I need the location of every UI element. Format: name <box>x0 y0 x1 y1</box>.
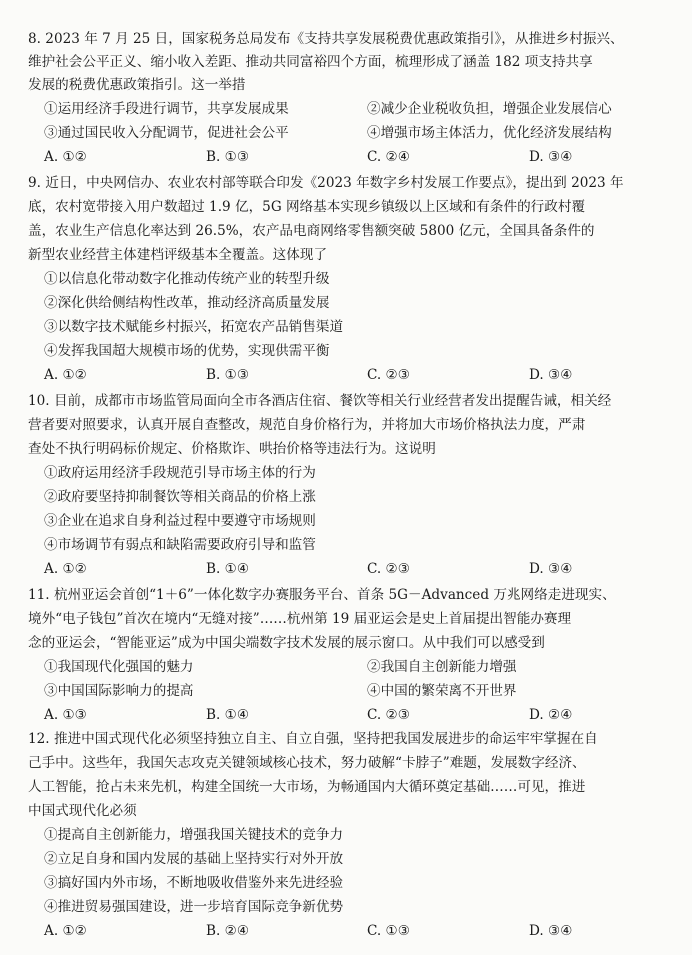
question-10-option-3: ③企业在追求自身利益过程中要遵守市场规则 <box>44 513 316 529</box>
question-9-answer-c: C. ②③ <box>367 367 410 383</box>
question-8-stem-line-3: 发展的税费优惠政策指引。这一举措 <box>28 77 246 93</box>
question-12-stem-line-4: 中国式现代化必须 <box>28 803 137 819</box>
question-9-option-1: ①以信息化带动数字化推动传统产业的转型升级 <box>44 271 330 287</box>
question-8-option-2: ②减少企业税收负担，增强企业发展信心 <box>367 101 612 117</box>
question-11-option-1: ①我国现代化强国的魅力 <box>44 659 194 675</box>
question-12-option-4: ④推进贸易强国建设，进一步培育国际竞争新优势 <box>44 899 344 915</box>
question-12-answer-a: A. ①② <box>44 923 87 939</box>
question-12-answer-d: D. ③④ <box>529 923 573 939</box>
question-8-answer-b: B. ①③ <box>206 149 250 165</box>
question-12-option-3: ③搞好国内外市场，不断地吸收借鉴外来先进经验 <box>44 875 344 891</box>
question-9-answer-d: D. ③④ <box>529 367 573 383</box>
question-12-option-1: ①提高自主创新能力，增强我国关键技术的竞争力 <box>44 827 344 843</box>
question-9-stem-line-4: 新型农业经营主体建档评级基本全覆盖。这体现了 <box>28 247 328 263</box>
question-10-stem-line-3: 查处不执行明码标价规定、价格欺诈、哄抬价格等违法行为。这说明 <box>28 441 436 457</box>
question-9-option-2: ②深化供给侧结构性改革，推动经济高质量发展 <box>44 295 330 311</box>
question-11-option-2: ②我国自主创新能力增强 <box>367 659 517 675</box>
question-12-stem-line-2: 己手中。这些年，我国矢志攻克关键领域核心技术，努力破解“卡脖子”难题，发展数字经济、 <box>28 755 586 771</box>
question-12-answer-c: C. ①③ <box>367 923 410 939</box>
question-9-option-4: ④发挥我国超大规模市场的优势，实现供需平衡 <box>44 343 330 359</box>
question-10-option-2: ②政府要坚持抑制餐饮等相关商品的价格上涨 <box>44 489 316 505</box>
question-11-answer-d: D. ②④ <box>529 707 573 723</box>
question-9-answer-a: A. ①② <box>44 367 87 383</box>
question-10-answer-a: A. ①② <box>44 561 87 577</box>
question-11-answer-a: A. ①③ <box>44 707 87 723</box>
question-11-stem-line-2: 境外“电子钱包”首次在境内“无缝对接”……杭州第 19 届亚运会是史上首届提出智能办赛理 <box>28 611 572 627</box>
question-8-option-4: ④增强市场主体活力，优化经济发展结构 <box>367 125 612 141</box>
question-10-answer-c: C. ②③ <box>367 561 410 577</box>
question-8-option-1: ①运用经济手段进行调节，共享发展成果 <box>44 101 289 117</box>
question-10-option-1: ①政府运用经济手段规范引导市场主体的行为 <box>44 465 316 481</box>
question-11-answer-c: C. ②③ <box>367 707 410 723</box>
question-8-stem-line-2: 维护社会公平正义、缩小收入差距、推动共同富裕四个方面，梳理形成了涵盖 182 项支持共享 <box>28 54 593 70</box>
question-8-answer-d: D. ③④ <box>529 149 573 165</box>
question-11-option-3: ③中国国际影响力的提高 <box>44 683 194 699</box>
question-11-stem-line-3: 念的亚运会，“智能亚运”成为中国尖端数字技术发展的展示窗口。从中我们可以感受到 <box>28 635 545 651</box>
question-11-answer-b: B. ①④ <box>206 707 250 723</box>
question-9-stem-line-1: 9. 近日，中央网信办、农业农村部等联合印发《2023 年数字乡村发展工作要点》，提出到 2023 年 <box>28 175 624 191</box>
question-8-stem-line-1: 8. 2023 年 7 月 25 日，国家税务总局发布《支持共享发展税费优惠政策指引》，从推进乡村振兴、 <box>28 31 624 47</box>
question-8-option-3: ③通过国民收入分配调节，促进社会公平 <box>44 125 289 141</box>
question-10-stem-line-1: 10. 目前，成都市市场监管局面向全市各酒店住宿、餐饮等相关行业经营者发出提醒告诫，相关经 <box>28 393 612 409</box>
question-8-answer-a: A. ①② <box>44 149 87 165</box>
question-9-stem-line-2: 底，农村宽带接入用户数超过 1.9 亿，5G 网络基本实现乡镇级以上区域和有条件的行政村覆 <box>28 199 586 215</box>
question-10-stem-line-2: 营者要对照要求，认真开展自查整改，规范自身价格行为，并将加大市场价格执法力度，严肃 <box>28 417 586 433</box>
question-12-answer-b: B. ②④ <box>206 923 250 939</box>
question-11-stem-line-1: 11. 杭州亚运会首创“1＋6”一体化数字办赛服务平台、首条 5G－Advanced 万兆网络走进现实、 <box>28 587 616 603</box>
question-9-option-3: ③以数字技术赋能乡村振兴，拓宽农产品销售渠道 <box>44 319 344 335</box>
question-12-stem-line-3: 人工智能，抢占未来先机，构建全国统一大市场，为畅通国内大循环奠定基础……可见，推进 <box>28 779 586 795</box>
question-8-answer-c: C. ②④ <box>367 149 410 165</box>
question-10-answer-b: B. ①④ <box>206 561 250 577</box>
question-12-option-2: ②立足自身和国内发展的基础上坚持实行对外开放 <box>44 851 344 867</box>
question-10-answer-d: D. ③④ <box>529 561 573 577</box>
question-9-answer-b: B. ①③ <box>206 367 250 383</box>
question-9-stem-line-3: 盖，农业生产信息化率达到 26.5%，农产品电商网络零售额突破 5800 亿元，全国具备条件的 <box>28 223 595 239</box>
question-10-option-4: ④市场调节有弱点和缺陷需要政府引导和监管 <box>44 537 316 553</box>
question-11-option-4: ④中国的繁荣离不开世界 <box>367 683 517 699</box>
question-12-stem-line-1: 12. 推进中国式现代化必须坚持独立自主、自立自强，坚持把我国发展进步的命运牢牢掌握在自 <box>28 731 598 747</box>
